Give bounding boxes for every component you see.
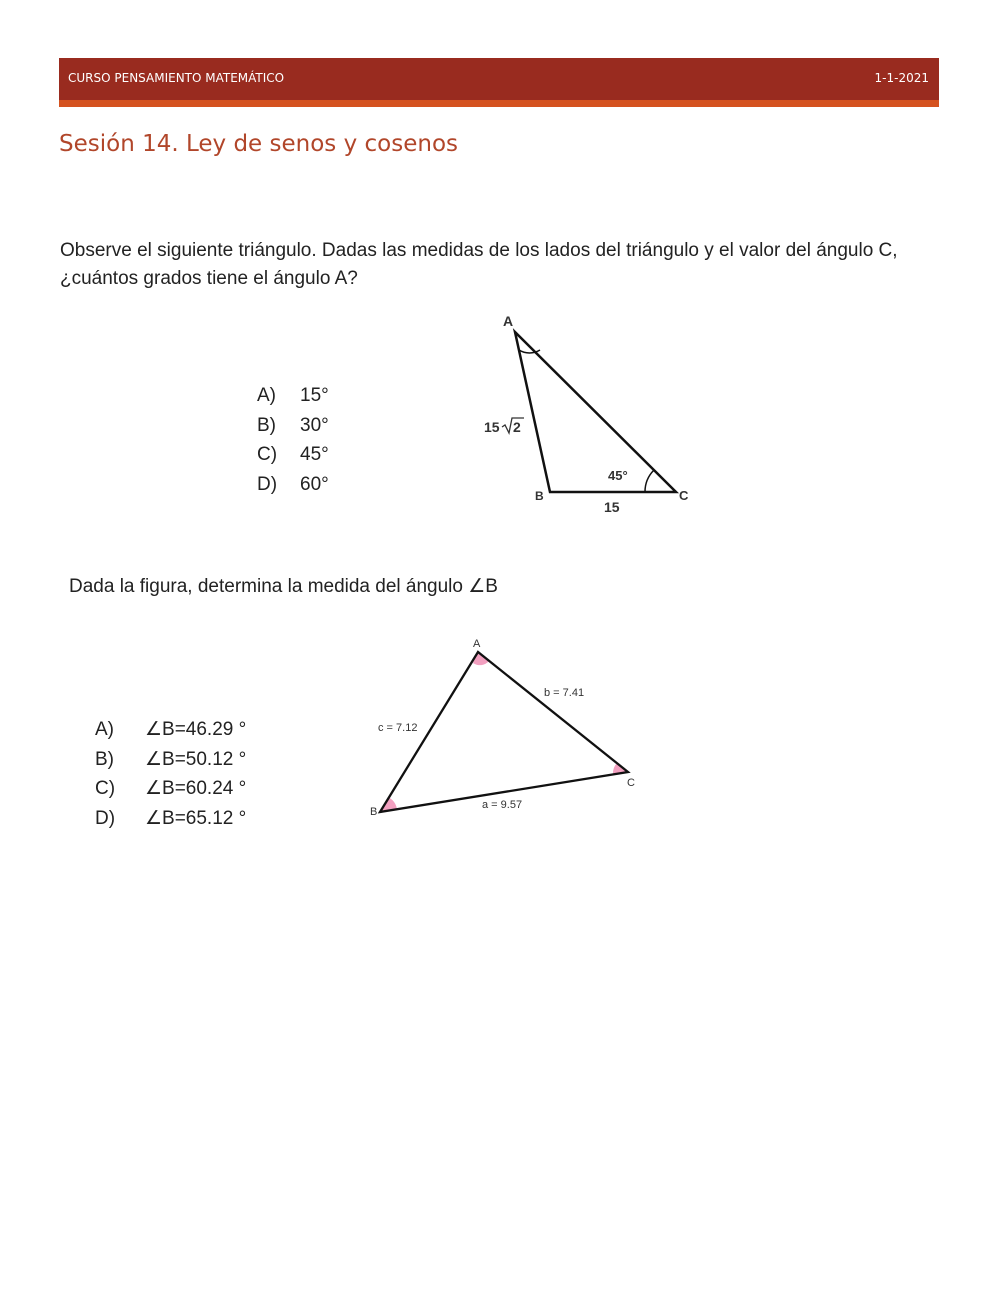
question-2-text: Dada la figura, determina la medida del ángulo ∠B	[69, 576, 498, 597]
option-letter: A)	[257, 385, 276, 406]
vertex-c-label: C	[679, 488, 689, 503]
option-letter: B)	[95, 748, 114, 770]
angle-c-label: 45°	[608, 468, 628, 483]
option-value: 60°	[300, 473, 329, 495]
session-title: Sesión 14. Ley de senos y cosenos	[59, 131, 458, 157]
option-letter: D)	[257, 473, 278, 495]
option-letter: B)	[257, 414, 276, 436]
option-letter: A)	[95, 719, 114, 740]
vertex-a-label-2: A	[473, 638, 481, 650]
side-b-label: b = 7.41	[544, 687, 585, 699]
course-title: CURSO PENSAMIENTO MATEMÁTICO	[68, 71, 285, 85]
option-letter: D)	[95, 807, 116, 829]
vertex-a-label: A	[503, 313, 514, 329]
side-c-label: c = 7.12	[378, 722, 418, 734]
vertex-b-label-2: B	[370, 806, 378, 818]
option-letter: C)	[95, 778, 116, 799]
side-bc-label: 15	[604, 499, 620, 515]
vertex-b-label: B	[535, 489, 544, 503]
option-value: ∠B=65.12 °	[145, 807, 247, 829]
vertex-c-label-2: C	[627, 777, 635, 789]
header-date: 1-1-2021	[874, 71, 929, 85]
option-value: ∠B=60.24 °	[145, 778, 247, 799]
option-value: 45°	[300, 444, 329, 465]
option-letter: C)	[257, 444, 278, 465]
option-value: ∠B=46.29 °	[145, 719, 247, 740]
side-a-label: a = 9.57	[482, 799, 523, 811]
side-ab-radicand-label: 2	[513, 419, 521, 435]
option-value: 30°	[300, 414, 329, 436]
question-1-text: Observe el siguiente triángulo. Dadas las medidas de los lados del triángulo y el valor del ángulo C, ¿cuántos grados tiene el ángulo A?	[60, 240, 898, 289]
option-value: ∠B=50.12 °	[145, 748, 247, 770]
side-ab-coef-label: 15	[484, 419, 500, 435]
option-value: 15°	[300, 385, 329, 406]
